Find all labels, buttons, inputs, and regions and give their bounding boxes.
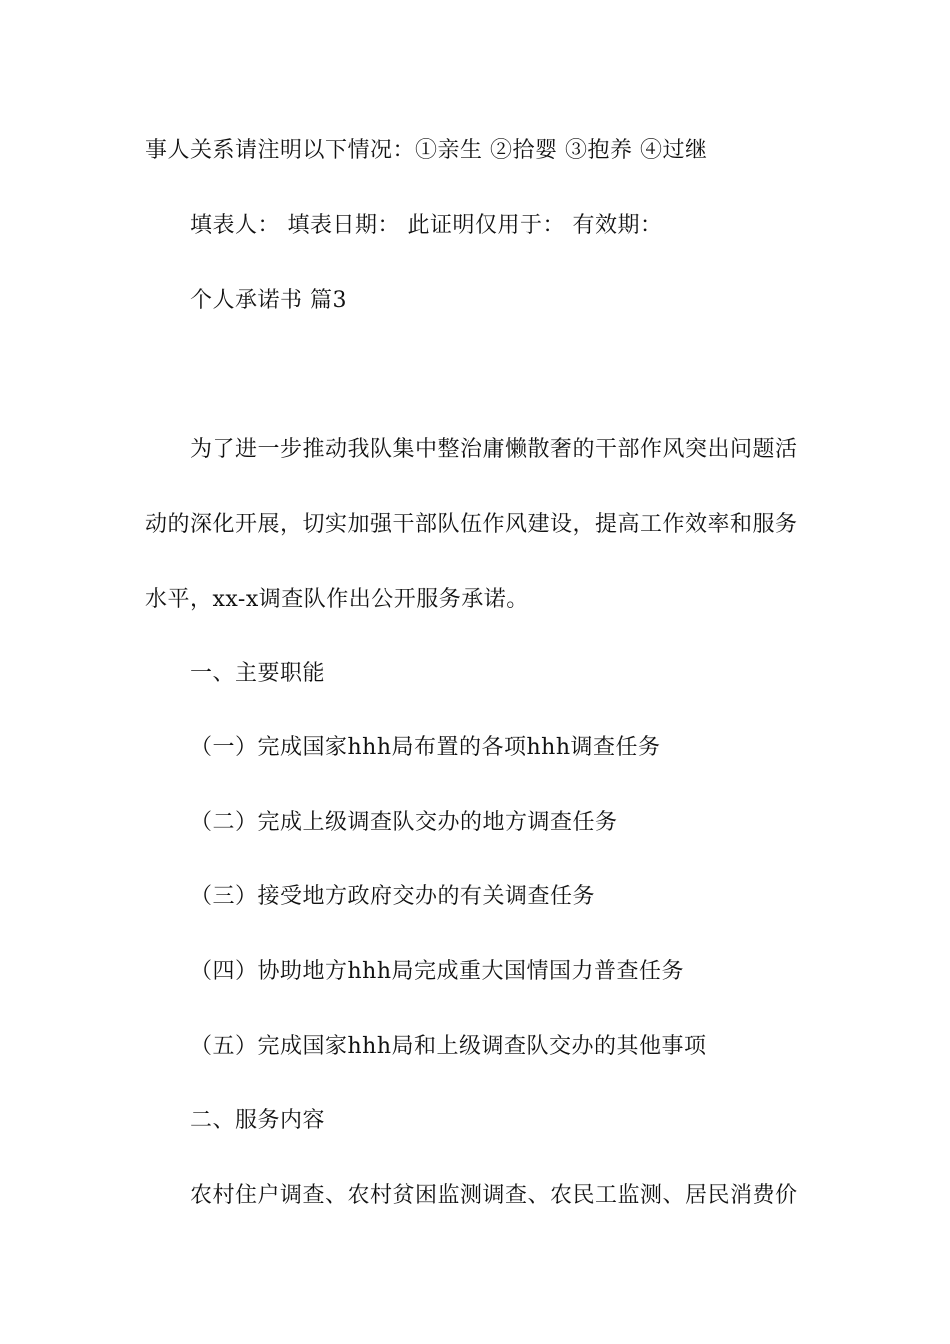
- heading-service-content: 二、服务内容: [190, 1108, 326, 1133]
- paragraph-line: 为了进一步推动我队集中整治庸懒散奢的干部作风突出问题活: [190, 437, 798, 462]
- function-item: （一）完成国家hhh局布置的各项hhh调查任务: [190, 735, 661, 760]
- relationship-note-line: 事人关系请注明以下情况：①亲生 ②拾婴 ③抱养 ④过继: [145, 138, 708, 163]
- form-fields-line: 填表人： 填表日期： 此证明仅用于： 有效期：: [190, 213, 663, 238]
- heading-main-functions: 一、主要职能: [190, 661, 326, 686]
- paragraph-line: 动的深化开展，切实加强干部队伍作风建设，提高工作效率和服务: [145, 512, 798, 537]
- function-item: （三）接受地方政府交办的有关调查任务: [190, 884, 596, 909]
- function-item: （二）完成上级调查队交办的地方调查任务: [190, 810, 618, 835]
- paragraph-line: 农村住户调查、农村贫困监测调查、农民工监测、居民消费价: [190, 1183, 798, 1208]
- paragraph-line: 水平，xx-x调查队作出公开服务承诺。: [145, 587, 529, 612]
- section-title: 个人承诺书 篇3: [190, 288, 347, 313]
- function-item: （五）完成国家hhh局和上级调查队交办的其他事项: [190, 1034, 707, 1059]
- function-item: （四）协助地方hhh局完成重大国情国力普查任务: [190, 959, 685, 984]
